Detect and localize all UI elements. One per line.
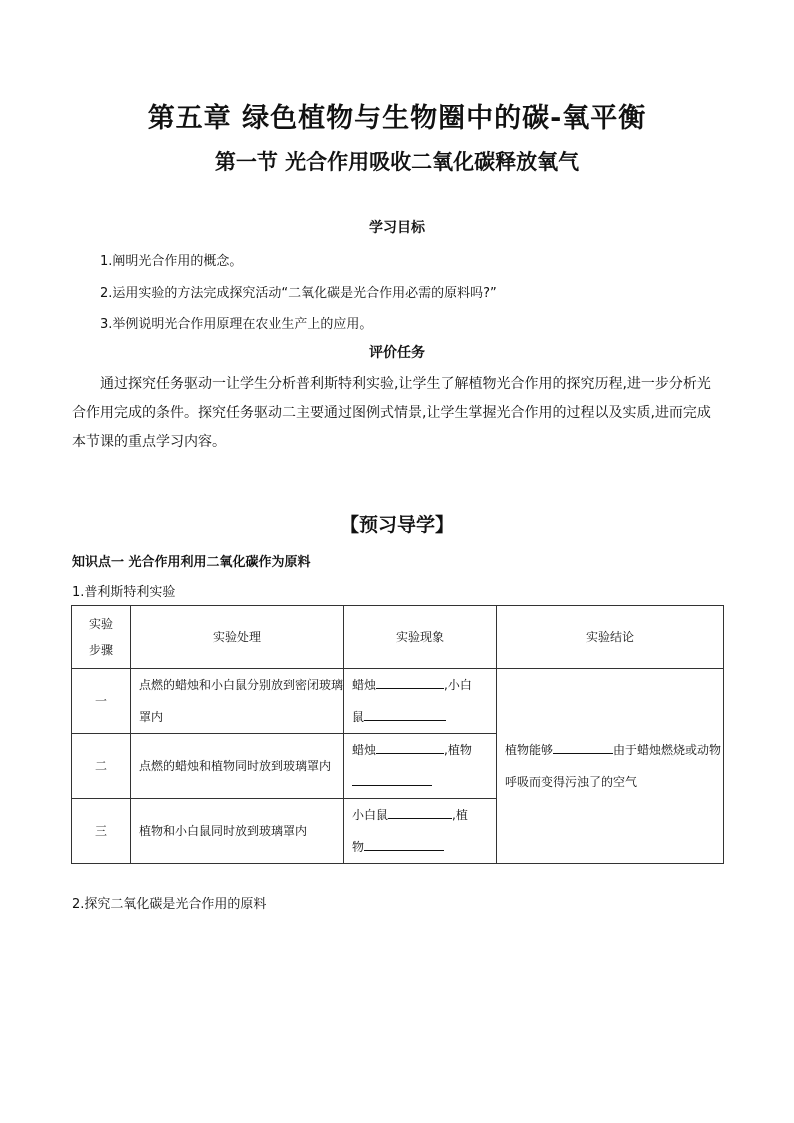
subsection-priestley: 1.普利斯特利实验: [72, 585, 176, 600]
phenomenon-cell: [344, 734, 497, 799]
step-cell: 二: [72, 734, 131, 799]
step-cell: 三: [72, 799, 131, 864]
phenomenon-text: 物: [352, 840, 365, 854]
treatment-cell: 植物和小白鼠同时放到玻璃罩内: [131, 799, 344, 864]
fill-blank[interactable]: [352, 771, 432, 786]
preview-heading: 【预习导学】: [339, 514, 454, 536]
phenomenon-cell: [344, 669, 497, 734]
section-title: 第一节 光合作用吸收二氧化碳释放氧气: [214, 150, 580, 174]
evaluation-text: 通过探究任务驱动一让学生分析普利斯特利实验,让学生了解植物光合作用的探究历程,进一步分析光合作用完成的条件。探究任务驱动二主要通过图例式情景,让学生掌握光合作用的过程以及实质,进而完成本节课的重点学习内容。: [72, 376, 711, 450]
conclusion-cell: [497, 669, 724, 864]
phenomenon-text: ,植物: [444, 743, 472, 757]
conclusion-text: 植物能够: [505, 743, 554, 757]
goals-heading: 学习目标: [369, 220, 425, 236]
goal-item-2: 2.运用实验的方法完成探究活动“二氧化碳是光合作用必需的原料吗?”: [100, 286, 497, 301]
phenomenon-text: 蜡烛: [352, 678, 377, 692]
fill-blank[interactable]: [388, 804, 452, 819]
phenomenon-cell: [344, 799, 497, 864]
treatment-cell: 点燃的蜡烛和植物同时放到玻璃罩内: [131, 734, 344, 799]
fill-blank[interactable]: [364, 836, 444, 851]
fill-blank[interactable]: [376, 674, 444, 689]
phenomenon-text: 小白鼠: [352, 808, 389, 822]
header-phenomenon: 实验现象: [344, 606, 497, 669]
header-treatment: 实验处理: [131, 606, 344, 669]
step-cell: 一: [72, 669, 131, 734]
fill-blank[interactable]: [376, 739, 444, 754]
header-step: 实验 步骤: [72, 606, 131, 669]
treatment-cell: 点燃的蜡烛和小白鼠分别放到密闭玻璃罩内: [131, 669, 344, 734]
header-conclusion: 实验结论: [497, 606, 724, 669]
phenomenon-text: 鼠: [352, 710, 365, 724]
subsection-co2-exploration: 2.探究二氧化碳是光合作用的原料: [72, 897, 267, 912]
table-header-row: [72, 606, 724, 669]
fill-blank[interactable]: [364, 706, 446, 721]
evaluation-heading: 评价任务: [369, 345, 425, 361]
phenomenon-text: ,植: [452, 808, 468, 822]
knowledge-point-title: 知识点一 光合作用利用二氧化碳作为原料: [72, 555, 311, 570]
experiment-table: [71, 605, 724, 864]
phenomenon-text: 蜡烛: [352, 743, 377, 757]
fill-blank[interactable]: [553, 739, 613, 754]
chapter-title: 第五章 绿色植物与生物圈中的碳-氧平衡: [147, 103, 647, 134]
phenomenon-text: ,小白: [444, 678, 472, 692]
table-row: [72, 669, 724, 734]
conclusion-text: 由于蜡烛燃烧或动物呼吸而变得污浊了的空气: [505, 743, 722, 789]
goal-item-3: 3.举例说明光合作用原理在农业生产上的应用。: [100, 317, 373, 332]
goal-item-1: 1.阐明光合作用的概念。: [100, 254, 243, 269]
